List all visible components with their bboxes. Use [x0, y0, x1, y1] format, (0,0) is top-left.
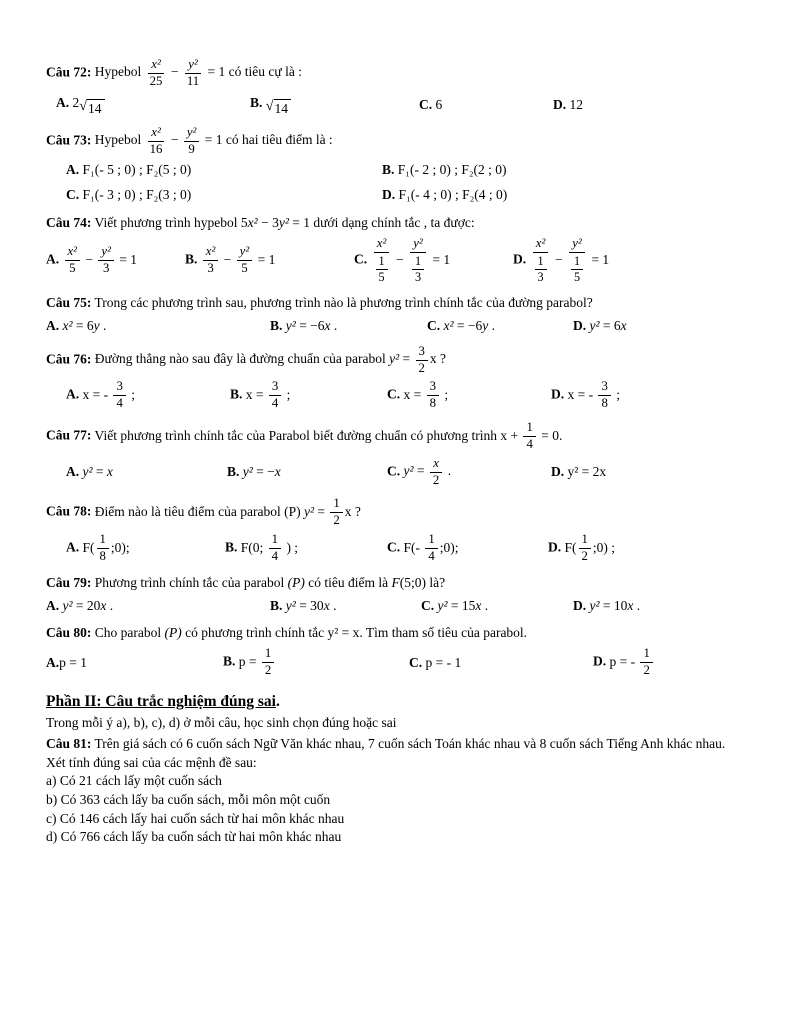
- q81-item-d: d) Có 766 cách lấy ba cuốn sách từ hai môn khác nhau: [46, 829, 342, 845]
- q72-label: Câu 72:: [46, 64, 92, 80]
- option-label: A.: [56, 94, 70, 110]
- q74-label: Câu 74:: [46, 215, 92, 231]
- q73-option-c: [66, 186, 378, 204]
- option-text: y² = 10x .: [589, 597, 641, 613]
- option-text: p = - 1: [425, 654, 462, 670]
- option-text: p = $\frac{1}{2}$: [239, 654, 277, 669]
- option-label: C.: [427, 317, 441, 333]
- option-label: B.: [250, 94, 263, 110]
- q79-options: [46, 597, 746, 615]
- option-label: B.: [270, 597, 283, 613]
- question-80: [46, 624, 746, 678]
- q74-options: [46, 237, 746, 284]
- option-text: 6: [435, 96, 443, 112]
- q73-option-a: [66, 161, 378, 179]
- q76-label: Câu 76:: [46, 351, 92, 367]
- option-text: p = 1: [59, 654, 87, 670]
- q81-item-a: a) Có 21 cách lấy một cuốn sách: [46, 773, 222, 789]
- option-text: F(- $\frac{1}{4}$ ;0);: [403, 532, 459, 563]
- q79-text: Phương trình chính tắc của parabol (P) có tiêu điểm là F(5;0) là?: [91, 574, 446, 590]
- q79-option-d: [573, 597, 746, 615]
- q76-text: Đường thẳng nào sau đây là đường chuẩn của parabol y² = $\frac{3}{2}$ x ?: [91, 343, 447, 375]
- q72-option-d: [553, 96, 746, 114]
- q72-stem: [46, 58, 746, 89]
- option-label: B.: [227, 464, 240, 480]
- option-text: F₁(- 4 ; 0) ; F₂(4 ; 0): [398, 187, 508, 203]
- option-label: D.: [551, 386, 565, 402]
- option-text: $\frac{\text{x²}}{5}$ − $\frac{\text{y²}}{3}$ = 1: [63, 252, 138, 267]
- q80-label: Câu 80:: [46, 625, 92, 641]
- q74-option-b: [185, 245, 350, 276]
- question-79: [46, 574, 746, 615]
- option-text: x² = −6y .: [443, 317, 496, 333]
- option-text: F(0; $\frac{1}{4}$ ) ;: [240, 532, 299, 563]
- option-label: C.: [66, 187, 80, 203]
- q72-text: Hypebol $\frac{\text{x²}}{25}$ − $\frac{\text{y²}}{11}$ = 1 có tiêu cự là :: [91, 57, 302, 88]
- q80-options: [46, 647, 746, 678]
- q79-option-a: [46, 597, 266, 615]
- q73-text: Hypebol $\frac{\text{x²}}{16}$ − $\frac{\text{y²}}{9}$ = 1 có hai tiêu điểm là :: [91, 124, 333, 156]
- option-text: x = - $\frac{3}{8}$ ;: [567, 379, 621, 411]
- option-text: 12: [569, 96, 583, 112]
- q75-options: [46, 317, 746, 335]
- q81-item-b: b) Có 363 cách lấy ba cuốn sách, mỗi môn một cuốn: [46, 792, 331, 808]
- q80-option-c: [409, 654, 589, 672]
- q78-label: Câu 78:: [46, 503, 92, 519]
- q77-label: Câu 77:: [46, 427, 92, 443]
- option-label: C.: [421, 597, 435, 613]
- option-label: D.: [573, 317, 587, 333]
- q80-text: Cho parabol (P) có phương trình chính tắc y² = x. Tìm tham số tiêu của parabol.: [91, 625, 528, 641]
- option-label: C.: [387, 539, 401, 555]
- q78-stem: [46, 497, 746, 528]
- option-text: x² = 6y .: [62, 317, 107, 333]
- q77-option-a: [66, 463, 223, 481]
- option-text: $\frac{\text{x²}}{\frac{1}{3}}$ − $\frac{\text{y²}}{\frac{1}{5}}$ = 1: [530, 252, 610, 267]
- option-label: C.: [387, 463, 401, 479]
- option-text: y² = $\frac{x}{2}$ .: [403, 455, 452, 487]
- option-label: A.: [46, 251, 60, 267]
- q78-option-d: [548, 533, 746, 564]
- q73-label: Câu 73:: [46, 132, 92, 148]
- option-label: A.: [66, 464, 80, 480]
- q72-options: [46, 94, 746, 116]
- q74-option-d: [513, 237, 746, 284]
- q80-option-d: [593, 647, 746, 678]
- question-81: [46, 735, 746, 847]
- q80-option-b: [223, 647, 405, 678]
- q79-option-b: [270, 597, 417, 615]
- q76-option-c: [387, 380, 547, 411]
- option-text: $\frac{\text{x²}}{3}$ − $\frac{\text{y²}}{5}$ = 1: [201, 252, 276, 267]
- section-2-heading-text: Phần II: Câu trắc nghiệm đúng sai: [46, 692, 276, 710]
- option-text: F( $\frac{1}{8}$ ;0);: [82, 532, 130, 563]
- option-label: B.: [225, 539, 238, 555]
- option-label: C.: [409, 654, 423, 670]
- question-76: [46, 345, 746, 411]
- q80-option-a: [46, 654, 219, 672]
- option-text: y² = −x: [242, 464, 281, 480]
- q80-stem: [46, 624, 746, 642]
- q74-text: Viết phương trình hypebol 5x² − 3y² = 1 dưới dạng chính tắc , ta được:: [91, 215, 475, 231]
- option-label: A.: [46, 317, 60, 333]
- q77-option-b: [227, 463, 383, 481]
- question-72: [46, 58, 746, 116]
- section-2-heading-period: .: [275, 692, 280, 710]
- option-label: C.: [419, 96, 433, 112]
- q72-option-a: [56, 94, 246, 116]
- option-text: y² = 2x: [567, 464, 607, 480]
- q78-text: Điểm nào là tiêu điểm của parabol (P) y² = $\frac{1}{2}$ x ?: [91, 496, 361, 528]
- q76-option-b: [230, 380, 383, 411]
- option-label: C.: [387, 386, 401, 402]
- q73-stem: [46, 126, 746, 157]
- option-text: y² = 15x .: [437, 597, 489, 613]
- option-label: B.: [270, 317, 283, 333]
- question-73: [46, 126, 746, 204]
- option-label: B.: [230, 386, 243, 402]
- option-label: D.: [513, 251, 527, 267]
- option-label: B.: [185, 251, 198, 267]
- q79-label: Câu 79:: [46, 574, 92, 590]
- option-label: B.: [382, 162, 395, 178]
- q75-text: Trong các phương trình sau, phương trình nào là phương trình chính tắc của đường parabol?: [91, 295, 593, 311]
- option-text: x = $\frac{3}{8}$ ;: [403, 379, 449, 411]
- q75-option-a: [46, 317, 266, 335]
- q78-option-a: [66, 533, 221, 564]
- option-label: A.: [66, 539, 80, 555]
- q81-body: Trên giá sách có 6 cuốn sách Ngữ Văn khác nhau, 7 cuốn sách Toán khác nhau và 8 cuốn sách Tiếng Anh khác nhau.: [91, 736, 726, 752]
- q77-option-d: [551, 463, 746, 481]
- q77-text: Viết phương trình chính tắc của Parabol biết đường chuẩn có phương trình x + $\frac{1}{4}$ = 0.: [91, 420, 563, 451]
- q76-options: [46, 380, 746, 411]
- option-label: D.: [382, 187, 396, 203]
- option-label: D.: [593, 653, 607, 669]
- q78-option-c: [387, 533, 544, 564]
- q75-option-d: [573, 317, 746, 335]
- option-label: A.: [66, 386, 80, 402]
- q79-stem: [46, 574, 746, 592]
- question-74: [46, 214, 746, 284]
- option-label: D.: [573, 597, 587, 613]
- option-label: B.: [223, 653, 236, 669]
- q72-option-c: [419, 96, 549, 114]
- q73-option-d: [382, 186, 746, 204]
- q75-stem: [46, 294, 746, 312]
- q73-options: [46, 161, 746, 204]
- option-text: √ 14: [266, 95, 291, 110]
- question-77: [46, 421, 746, 487]
- q81-item-c: c) Có 146 cách lấy hai cuốn sách từ hai môn khác nhau: [46, 810, 345, 826]
- q75-option-c: [427, 317, 569, 335]
- option-text: $\frac{\text{x²}}{\frac{1}{5}}$ − $\frac{\text{y²}}{\frac{1}{3}}$ = 1: [371, 252, 451, 267]
- q76-stem: [46, 345, 746, 376]
- option-text: p = - $\frac{1}{2}$: [610, 654, 655, 669]
- q72-option-b: [250, 94, 415, 116]
- option-text: y² = 20x .: [62, 597, 114, 613]
- q74-stem: [46, 214, 746, 232]
- q75-label: Câu 75:: [46, 295, 92, 311]
- q78-options: [46, 533, 746, 564]
- q77-option-c: [387, 457, 547, 488]
- q75-option-b: [270, 317, 423, 335]
- question-78: [46, 497, 746, 563]
- option-text: F₁(- 2 ; 0) ; F₂(2 ; 0): [397, 162, 507, 178]
- option-text: y² = x: [82, 464, 113, 480]
- q78-option-b: [225, 533, 383, 564]
- option-text: y² = 6x: [589, 317, 627, 333]
- q73-option-b: [382, 161, 746, 179]
- q81-label: Câu 81:: [46, 736, 92, 752]
- option-label: A.: [46, 654, 60, 670]
- question-75: [46, 294, 746, 335]
- option-label: A.: [46, 597, 60, 613]
- option-text: F₁(- 3 ; 0) ; F₂(3 ; 0): [82, 187, 192, 203]
- q81-text: [46, 735, 746, 754]
- option-label: D.: [551, 464, 565, 480]
- option-label: D.: [548, 539, 562, 555]
- q77-options: [46, 457, 746, 488]
- q76-option-d: [551, 380, 746, 411]
- option-label: D.: [553, 96, 567, 112]
- option-text: x = $\frac{3}{4}$ ;: [245, 379, 291, 411]
- option-text: x = - $\frac{3}{4}$ ;: [82, 379, 136, 411]
- q79-option-c: [421, 597, 569, 615]
- section-2-intro: Trong mỗi ý a), b), c), d) ở mỗi câu, học sinh chọn đúng hoặc sai: [46, 715, 397, 731]
- option-label: A.: [66, 162, 80, 178]
- section-2-heading: [46, 692, 746, 712]
- option-text: 2 √ 14: [73, 95, 105, 110]
- option-text: y² = 30x .: [285, 597, 337, 613]
- q77-stem: [46, 421, 746, 452]
- option-text: F( $\frac{1}{2}$ ;0) ;: [564, 532, 616, 563]
- option-label: C.: [354, 251, 368, 267]
- q76-option-a: [66, 380, 226, 411]
- q74-option-c: [354, 237, 509, 284]
- q81-subtext: Xét tính đúng sai của các mệnh đề sau:: [46, 754, 257, 770]
- q74-option-a: [46, 245, 181, 276]
- option-text: y² = −6x .: [285, 317, 338, 333]
- option-text: F₁(- 5 ; 0) ; F₂(5 ; 0): [82, 162, 192, 178]
